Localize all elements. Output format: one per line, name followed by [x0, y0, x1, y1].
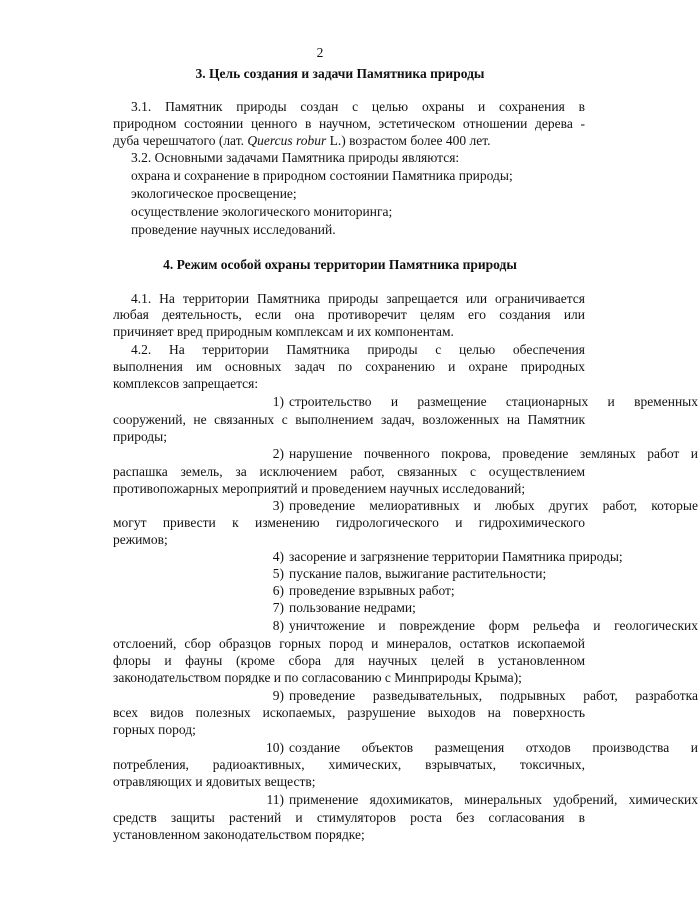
list-item-cont: отравляющих и ядовитых веществ;	[113, 774, 316, 789]
task-item: осуществление экологического мониторинга;	[131, 204, 393, 219]
para-4-2-line-2: выполнения им основных задач по сохранению и охране природных	[113, 359, 585, 374]
list-item-cont: природы;	[113, 429, 167, 444]
list-item-cont: всех видов полезных ископаемых, разрушение выходов на поверхность	[113, 705, 585, 720]
list-item-cont: средств защиты растений и стимуляторов роста без согласования в	[113, 810, 585, 825]
list-item-cont: сооружений, не связанных с выполнением задач, возложенных на Памятник	[113, 412, 585, 427]
list-item-cont: режимов;	[113, 532, 168, 547]
para-3-2: 3.2. Основными задачами Памятника природы являются:	[131, 150, 460, 165]
para-3-1-line-3: дуба черешчатого (лат. Quercus robur L.) возрастом более 400 лет.	[113, 133, 491, 148]
document-page: 2 3. Цель создания и задачи Памятника природы 3.1. Памятник природы создан с целью охраны и сохранения в природном состоянии ценного в научном, эстетическом отношении дерева - дуба черешчатого (лат. Quercus robur L.) возрастом более 400 лет. 3.2. Основными задачами Памятника природы являются: охрана и сохранение в природном состоянии Памятника природы; экологическое просвещение; осуществление экологического мониторинга; проведение научных исследований. 4. Режим особой охраны территории Памятника природы 4.1. На территории Памятника природы запрещается или ограничивается любая деятельность, если она противоречит целям его создания или причиняет вред природным комплексам и их компонентам. 4.2. На территории Памятника природы с целью обеспечения выполнения им основных задач по сохранению и охране природных комплексов запрещается: 1) строительство и размещение стационарных и временных сооружений, не связанных с выполнением задач, возложенных на Памятник природы; 2) нарушение почвенного покрова, проведение земляных работ и распашка земель, за исключением работ, связанных с осуществлением противопожарных мероприятий и проведением научных исследований; 3) проведение мелиоративных и любых других работ, которые могут привести к изменению гидрологического и гидрохимического режимов; 4) засорение и загрязнение территории Памятника природы; 5) пускание палов, выжигание растительности; 6) проведение взрывных работ; 7) пользование недрами; 8) уничтожение и повреждение форм рельефа и геологических отслоений, сбор образцов горных пород и минералов, остатков ископаемой флоры и фауны (кроме сбора для научных целей в установленном законодательством порядке и по согласованию с Минприроды Крыма); 9) проведение разведывательных, подрывных работ, разработка всех видов полезных ископаемых, разрушение выходов на поверхность горных пород; 10) создание объектов размещения отходов производства и потребления, радиоактивных, химических, взрывчатых, токсичных, отравляющих и ядовитых веществ; 11) применение ядохимикатов, минеральных удобрений, химических средств защиты растений и стимуляторов роста без согласования в установленном законодательством порядке;	[0, 0, 640, 905]
task-item: экологическое просвещение;	[131, 186, 297, 201]
list-item-cont: противопожарных мероприятий и проведением научных исследований;	[113, 481, 526, 496]
list-item-cont: потребления, радиоактивных, химических, взрывчатых, токсичных,	[113, 757, 585, 772]
para-4-1-line-1: 4.1. На территории Памятника природы запрещается или ограничивается	[131, 291, 585, 306]
list-item-cont: могут привести к изменению гидрологического и гидрохимического	[113, 515, 585, 530]
para-4-2-line-1: 4.2. На территории Памятника природы с целью обеспечения	[131, 342, 585, 357]
task-item: охрана и сохранение в природном состоянии Памятника природы;	[131, 168, 513, 183]
para-4-1-line-2: любая деятельность, если она противоречит целям его создания или	[113, 307, 585, 322]
section-4-heading: 4. Режим особой охраны территории Памятника природы	[163, 257, 517, 272]
list-item-cont: законодательством порядке и по согласованию с Минприроды Крыма);	[113, 670, 522, 685]
page-number: 2	[316, 45, 324, 60]
para-4-1-line-3: причиняет вред природным комплексам и их компонентам.	[113, 324, 454, 339]
list-item-cont: распашка земель, за исключением работ, связанных с осуществлением	[113, 464, 585, 479]
list-item-cont: установленном законодательством порядке;	[113, 827, 365, 842]
list-item-cont: горных пород;	[113, 722, 196, 737]
latin-name: Quercus robur	[247, 133, 327, 148]
para-3-1-line-2: природном состоянии ценного в научном, эстетическом отношении дерева -	[113, 116, 585, 131]
list-item-cont: флоры и фауны (кроме сбора для научных целей в установленном	[113, 653, 585, 668]
list-item-cont: отслоений, сбор образцов горных пород и минералов, остатков ископаемой	[113, 636, 585, 651]
task-item: проведение научных исследований.	[131, 222, 336, 237]
section-3-heading: 3. Цель создания и задачи Памятника природы	[195, 66, 485, 81]
para-4-2-line-3: комплексов запрещается:	[113, 376, 259, 391]
para-3-1-line-1: 3.1. Памятник природы создан с целью охраны и сохранения в	[131, 99, 585, 114]
